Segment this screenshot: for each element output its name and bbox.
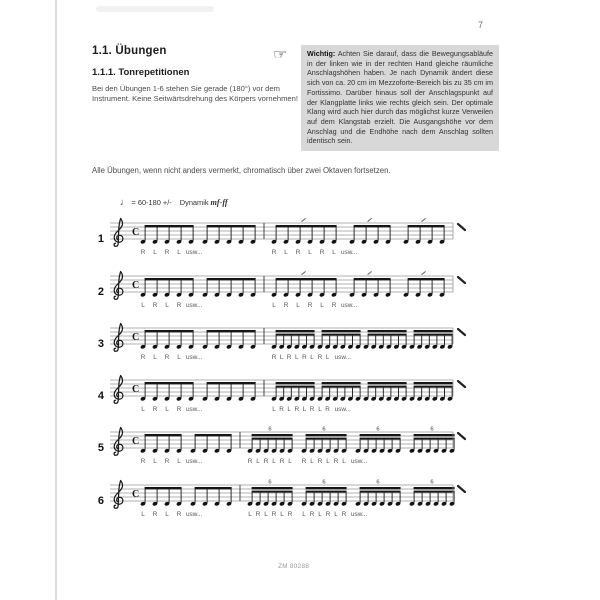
- sticking-letter: R: [331, 302, 337, 309]
- treble-clef-icon: [114, 428, 123, 456]
- general-instruction: Alle Übungen, wenn nicht anders vermerkt, chromatisch über zwei Oktaven fortsetzen.: [92, 166, 391, 175]
- sticking-letter: R: [152, 302, 158, 309]
- sticking-letter: R: [140, 354, 146, 361]
- sticking-letter: L: [342, 458, 346, 465]
- treble-clef-icon: [114, 219, 123, 247]
- exercise-staff-3: [88, 320, 488, 368]
- sticking-letter: L: [302, 406, 307, 413]
- sextuplet-number: 6: [268, 479, 272, 486]
- continuation-mark: [458, 486, 465, 492]
- sticking-letter: R: [279, 458, 285, 465]
- sticking-letter: R: [286, 354, 292, 361]
- sticking-letter: R: [283, 302, 289, 309]
- section-heading: 1.1. Übungen: [92, 45, 167, 57]
- exercise-number: 2: [97, 286, 104, 298]
- sticking-letter: R: [295, 249, 301, 256]
- sticking-letter: L: [153, 354, 157, 361]
- exercise-number: 3: [97, 338, 104, 350]
- continuation-mark: [458, 277, 465, 283]
- sextuplet-number: 6: [376, 479, 380, 486]
- important-text: Achten Sie darauf, dass die Bewegungsabläufe in der linken wie in der rechten Hand gleiche räumliche Anschlagshöhen haben. Je nach Dynamik ändert diese sich von ca. 20 cm im Mezzoforte-Bereich bis zu 35 cm im Fortissimo. Darüber hinaus soll der Anschlagspunkt auf der Klangplatte links wie rechts gleich sein. Der optimale Klang wird auch hier durch das möglichst kurze Verweilen auf dem Klangstab erzielt. Die Ausgangshöhe vor dem Anschlag und die Endhöhe nach dem Anschlag sollten identisch sein.: [307, 49, 493, 146]
- sticking-letter: L: [310, 458, 314, 465]
- phrase-tick-mark: [368, 271, 372, 274]
- treble-clef-icon: [114, 376, 123, 404]
- edition-number: ZM 80288: [278, 563, 310, 570]
- exercise-staff-2: [88, 268, 488, 316]
- quarter-note-icon: ♩: [120, 197, 130, 208]
- sticking-letter: R: [333, 458, 339, 465]
- exercise-number: 6: [97, 495, 104, 507]
- dynamics-label: Dynamik: [179, 198, 209, 207]
- sticking-letter: R: [271, 354, 277, 361]
- time-signature: C: [132, 435, 140, 447]
- sticking-letter: L: [272, 406, 276, 413]
- sextuplet-number: 6: [376, 426, 380, 433]
- sticking-letter: L: [264, 511, 268, 518]
- sticking-letter: L: [165, 511, 169, 518]
- sticking-letter: R: [287, 511, 293, 518]
- sticking-letter: L: [248, 511, 252, 518]
- sticking-letter: R: [309, 511, 315, 518]
- sticking-letter: R: [164, 354, 170, 361]
- exercise-number: 4: [97, 390, 104, 402]
- exercise-staff-1: [88, 215, 488, 263]
- subsection-heading: 1.1.1. Tonrepetitionen: [92, 67, 190, 78]
- time-signature: C: [132, 488, 140, 500]
- sticking-letter: R: [176, 406, 182, 413]
- exercise-number: 1: [97, 233, 104, 245]
- etc-label: usw...: [351, 458, 368, 465]
- page-number: 7: [478, 20, 484, 30]
- sticking-letter: L: [272, 458, 276, 465]
- sticking-letter: L: [153, 458, 157, 465]
- exercise-staff-5: [88, 424, 488, 472]
- sticking-letter: L: [141, 302, 145, 309]
- treble-clef-icon: [114, 324, 123, 352]
- time-signature: C: [132, 279, 140, 291]
- sticking-letter: L: [318, 511, 322, 518]
- sticking-letter: R: [140, 458, 146, 465]
- sticking-letter: R: [317, 354, 323, 361]
- phrase-tick-mark: [302, 271, 306, 274]
- time-signature: C: [132, 331, 140, 343]
- time-signature: C: [132, 383, 140, 395]
- tempo-marking: [120, 197, 228, 208]
- sticking-letter: R: [325, 406, 330, 413]
- sticking-letter: R: [319, 249, 325, 256]
- sticking-letter: L: [279, 354, 284, 361]
- dynamics-range: mf-ff: [210, 198, 228, 207]
- phrase-tick-mark: [368, 218, 372, 221]
- etc-label: usw...: [186, 406, 203, 413]
- sticking-letter: L: [165, 406, 169, 413]
- sticking-letter: R: [317, 458, 323, 465]
- sticking-letter: R: [176, 511, 182, 518]
- sticking-letter: R: [247, 458, 253, 465]
- sticking-letter: R: [164, 458, 170, 465]
- sticking-letter: L: [141, 406, 145, 413]
- treble-clef-icon: [114, 272, 123, 300]
- etc-label: usw...: [334, 354, 351, 361]
- sticking-letter: L: [272, 302, 276, 309]
- sticking-letter: L: [325, 354, 330, 361]
- sticking-letter: R: [176, 302, 182, 309]
- sticking-letter: R: [271, 249, 277, 256]
- continuation-mark: [458, 433, 465, 439]
- phrase-tick-mark: [422, 218, 426, 221]
- sticking-letter: L: [177, 458, 181, 465]
- sticking-letter: L: [256, 458, 260, 465]
- sticking-letter: R: [294, 406, 300, 413]
- sticking-letter: L: [141, 511, 145, 518]
- etc-label: usw...: [186, 511, 203, 518]
- etc-label: usw...: [186, 354, 203, 361]
- sticking-letter: L: [280, 511, 284, 518]
- sticking-letter: R: [152, 406, 158, 413]
- continuation-mark: [458, 224, 465, 230]
- sticking-letter: L: [320, 302, 324, 309]
- continuation-mark: [458, 329, 465, 335]
- sticking-letter: R: [341, 511, 347, 518]
- sticking-letter: L: [332, 249, 336, 256]
- etc-label: usw...: [351, 511, 368, 518]
- sticking-letter: L: [287, 406, 291, 413]
- sticking-letter: L: [334, 511, 338, 518]
- etc-label: usw...: [334, 406, 351, 413]
- etc-label: usw...: [186, 249, 203, 256]
- tempo-range: = 60-180 +/-: [131, 198, 172, 207]
- sticking-letter: R: [140, 249, 146, 256]
- sextuplet-number: 6: [430, 426, 434, 433]
- page-edge-shadow: [55, 0, 57, 600]
- sticking-letter: L: [177, 354, 181, 361]
- sextuplet-number: 6: [322, 426, 326, 433]
- treble-clef-icon: [114, 481, 123, 509]
- sticking-letter: L: [308, 249, 312, 256]
- sticking-letter: L: [177, 249, 181, 256]
- exercise-staff-6: [88, 477, 488, 525]
- etc-label: usw...: [341, 249, 358, 256]
- phrase-tick-mark: [422, 271, 426, 274]
- etc-label: usw...: [186, 302, 203, 309]
- sticking-letter: L: [318, 406, 322, 413]
- sextuplet-number: 6: [322, 479, 326, 486]
- sticking-letter: L: [302, 511, 306, 518]
- phrase-tick-mark: [302, 218, 306, 221]
- sticking-letter: L: [310, 354, 314, 361]
- sticking-letter: R: [263, 458, 269, 465]
- important-label: Wichtig:: [307, 49, 336, 58]
- sextuplet-number: 6: [430, 479, 434, 486]
- sticking-letter: L: [284, 249, 288, 256]
- pointing-hand-icon: ☞: [273, 46, 288, 62]
- sticking-letter: R: [271, 511, 277, 518]
- sticking-letter: L: [296, 302, 300, 309]
- sticking-letter: L: [153, 249, 157, 256]
- sextuplet-number: 6: [268, 426, 272, 433]
- sticking-letter: L: [165, 302, 169, 309]
- exercise-number: 5: [97, 442, 104, 454]
- sticking-letter: R: [302, 354, 307, 361]
- continuation-mark: [458, 381, 465, 387]
- sticking-letter: L: [326, 458, 330, 465]
- intro-paragraph: Bei den Übungen 1-6 stehen Sie gerade (180°) vor dem Instrument. Keine Seitwärtsdrehung des Körpers vornehmen!: [92, 84, 298, 103]
- etc-label: usw...: [186, 458, 203, 465]
- exercise-staff-4: [88, 372, 488, 420]
- sticking-letter: R: [279, 406, 284, 413]
- sticking-letter: R: [255, 511, 261, 518]
- sticking-letter: R: [164, 249, 170, 256]
- sticking-letter: L: [288, 458, 292, 465]
- sticking-letter: R: [301, 458, 307, 465]
- time-signature: C: [132, 226, 140, 238]
- showthrough-smudge: [96, 6, 214, 12]
- etc-label: usw...: [341, 302, 358, 309]
- important-note-box: [301, 45, 499, 151]
- sticking-letter: R: [307, 302, 313, 309]
- sticking-letter: R: [152, 511, 158, 518]
- sticking-letter: R: [309, 406, 315, 413]
- sticking-letter: L: [295, 354, 299, 361]
- sticking-letter: R: [325, 511, 331, 518]
